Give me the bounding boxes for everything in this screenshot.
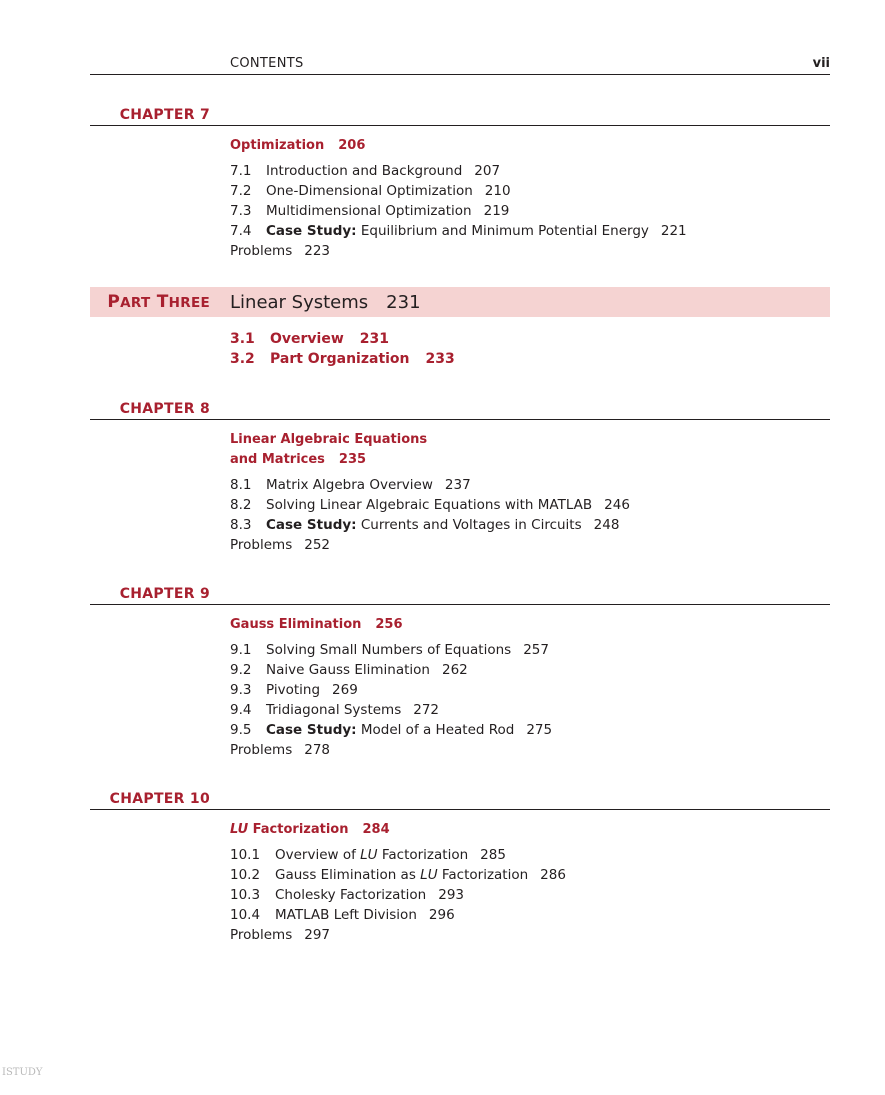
entry-text: One-Dimensional Optimization — [266, 183, 473, 199]
chapter-7-title-text: Optimization — [230, 138, 325, 153]
entry-page: 219 — [483, 203, 510, 219]
entry-text-italic: LU — [420, 867, 438, 883]
entry-page: 296 — [428, 907, 455, 923]
toc-entry-8-problems[interactable] — [230, 535, 630, 555]
entry-page: 248 — [593, 517, 620, 533]
toc-entry-9-5[interactable] — [230, 720, 552, 740]
chapter-10-entries — [230, 845, 566, 945]
entry-page: 223 — [304, 243, 331, 259]
entry-page: 269 — [332, 682, 358, 698]
entry-number: 10.2 — [230, 867, 261, 883]
entry-text: Pivoting — [266, 682, 321, 698]
chapter-9-title-page: 256 — [375, 617, 403, 632]
entry-number: 9.3 — [230, 682, 252, 698]
toc-entry-3-2[interactable] — [230, 349, 455, 369]
toc-entry-9-1[interactable] — [230, 640, 552, 660]
problems-label: Problems — [230, 537, 293, 553]
entry-text: Solving Small Numbers of Equations — [266, 642, 512, 658]
chapter-8-title[interactable] — [230, 430, 427, 470]
entry-page: 262 — [441, 662, 468, 678]
entry-text: Gauss Elimination as — [275, 867, 421, 883]
entry-number: 8.3 — [230, 517, 252, 533]
toc-entry-10-problems[interactable] — [230, 925, 566, 945]
entry-page: 272 — [413, 702, 440, 718]
chapter-10-rule — [90, 809, 830, 810]
running-header-title: CONTENTS — [230, 56, 304, 71]
chapter-9-label: CHAPTER 9 — [119, 586, 210, 602]
entry-text: Multidimensional Optimization — [266, 203, 472, 219]
part-three-label — [90, 287, 210, 317]
chapter-9-title[interactable] — [230, 615, 403, 635]
entry-page: 246 — [604, 497, 630, 513]
part-three-title[interactable] — [230, 287, 421, 317]
chapter-9-entries — [230, 640, 552, 760]
entry-number: 7.3 — [230, 203, 252, 219]
toc-entry-7-1[interactable] — [230, 161, 687, 181]
toc-entry-3-1[interactable] — [230, 329, 455, 349]
chapter-8-title-page: 235 — [338, 452, 367, 467]
toc-entry-10-3[interactable] — [230, 885, 566, 905]
chapter-7-label: CHAPTER 7 — [119, 107, 210, 123]
case-study-label: Case Study: — [266, 722, 357, 738]
entry-text: Equilibrium and Minimum Potential Energy — [360, 223, 649, 239]
toc-entry-8-3[interactable] — [230, 515, 630, 535]
toc-entry-10-1[interactable] — [230, 845, 566, 865]
case-study-label: Case Study: — [266, 517, 357, 533]
entry-page: 221 — [660, 223, 687, 239]
entry-number: 9.2 — [230, 662, 252, 678]
entry-text: Overview — [270, 331, 344, 347]
chapter-7-title-page: 206 — [338, 138, 366, 153]
entry-text: Introduction and Background — [266, 163, 463, 179]
chapter-9-title-text: Gauss Elimination — [230, 617, 362, 632]
entry-page: 233 — [425, 351, 455, 367]
part-label-initial: T — [156, 292, 169, 312]
part-label-rest: HREE — [168, 295, 210, 311]
entry-page: 286 — [540, 867, 566, 883]
chapter-8-rule — [90, 419, 830, 420]
toc-entry-9-2[interactable] — [230, 660, 552, 680]
chapter-8-entries — [230, 475, 630, 555]
entry-text: Overview of — [275, 847, 361, 863]
entry-page: 237 — [444, 477, 471, 493]
chapter-10-label: CHAPTER 10 — [109, 791, 210, 807]
entry-number: 8.2 — [230, 497, 252, 513]
toc-entry-8-1[interactable] — [230, 475, 630, 495]
entry-page: 293 — [438, 887, 465, 903]
part-title-page: 231 — [386, 292, 421, 313]
problems-label: Problems — [230, 243, 293, 259]
chapter-8-title-line2: and Matrices — [230, 452, 325, 467]
entry-text: Factorization — [377, 847, 469, 863]
part-label-rest: ART — [120, 295, 151, 311]
toc-entry-7-problems[interactable] — [230, 241, 687, 261]
entry-text: Factorization — [437, 867, 529, 883]
part-title-text: Linear Systems — [230, 292, 369, 313]
entry-number: 8.1 — [230, 477, 252, 493]
case-study-label: Case Study: — [266, 223, 357, 239]
part-label-initial: P — [107, 292, 121, 312]
toc-entry-7-3[interactable] — [230, 201, 687, 221]
entry-text: Naive Gauss Elimination — [266, 662, 430, 678]
entry-number: 10.4 — [230, 907, 261, 923]
chapter-10-title-text: Factorization — [248, 822, 349, 837]
entry-page: 252 — [304, 537, 331, 553]
toc-entry-10-4[interactable] — [230, 905, 566, 925]
entry-number: 7.2 — [230, 183, 252, 199]
entry-page: 231 — [359, 331, 390, 347]
problems-label: Problems — [230, 927, 293, 943]
entry-text: Tridiagonal Systems — [266, 702, 402, 718]
chapter-7-title[interactable] — [230, 136, 365, 156]
entry-page: 297 — [304, 927, 331, 943]
header-rule — [90, 74, 830, 75]
entry-page: 257 — [523, 642, 549, 658]
chapter-9-rule — [90, 604, 830, 605]
entry-number: 9.1 — [230, 642, 252, 658]
part-three-entries — [230, 329, 455, 369]
chapter-10-title[interactable] — [230, 820, 390, 840]
entry-page: 210 — [484, 183, 511, 199]
toc-entry-8-2[interactable] — [230, 495, 630, 515]
toc-entry-10-2[interactable] — [230, 865, 566, 885]
entry-number: 10.1 — [230, 847, 261, 863]
entry-number: 7.4 — [230, 223, 252, 239]
toc-entry-9-4[interactable] — [230, 700, 552, 720]
entry-text: Matrix Algebra Overview — [266, 477, 433, 493]
entry-number: 9.4 — [230, 702, 252, 718]
toc-entry-7-4[interactable] — [230, 221, 687, 241]
chapter-8-label: CHAPTER 8 — [119, 401, 210, 417]
entry-text: Currents and Voltages in Circuits — [360, 517, 582, 533]
entry-text: Cholesky Factorization — [275, 887, 427, 903]
entry-number: 3.1 — [230, 331, 255, 347]
chapter-7-entries — [230, 161, 687, 261]
entry-page: 275 — [526, 722, 553, 738]
entry-page: 278 — [304, 742, 331, 758]
entry-page: 285 — [480, 847, 506, 863]
entry-text: MATLAB Left Division — [275, 907, 417, 923]
chapter-10-title-italic: LU — [230, 822, 249, 837]
watermark: ISTUDY — [2, 1067, 43, 1078]
toc-entry-7-2[interactable] — [230, 181, 687, 201]
problems-label: Problems — [230, 742, 293, 758]
entry-text-italic: LU — [360, 847, 378, 863]
entry-number: 9.5 — [230, 722, 252, 738]
chapter-8-title-line1: Linear Algebraic Equations — [230, 432, 428, 447]
chapter-7-rule — [90, 125, 830, 126]
entry-number: 3.2 — [230, 351, 255, 367]
entry-number: 7.1 — [230, 163, 252, 179]
entry-text: Model of a Heated Rod — [360, 722, 515, 738]
chapter-10-title-page: 284 — [362, 822, 390, 837]
toc-entry-9-3[interactable] — [230, 680, 552, 700]
toc-entry-9-problems[interactable] — [230, 740, 552, 760]
entry-text: Part Organization — [270, 351, 410, 367]
entry-number: 10.3 — [230, 887, 261, 903]
entry-page: 207 — [474, 163, 501, 179]
entry-text: Solving Linear Algebraic Equations with MATLAB — [266, 497, 593, 513]
page-number: vii — [812, 56, 830, 71]
